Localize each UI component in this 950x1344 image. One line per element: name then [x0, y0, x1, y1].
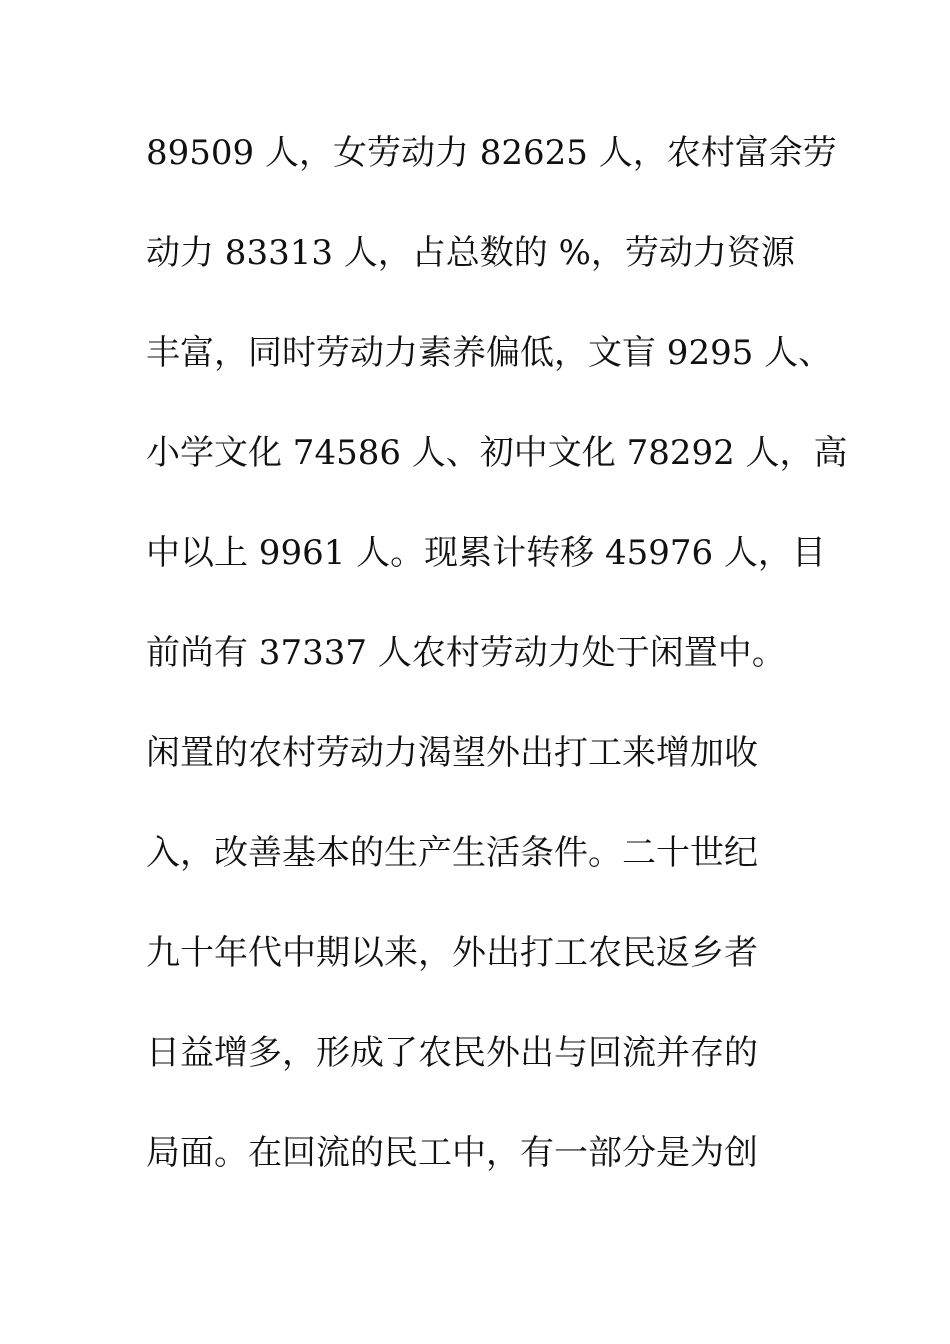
text-line-4: 小学文化 74586 人、初中文化 78292 人，高	[146, 433, 848, 473]
text-line-2: 动力 83313 人，占总数的 %，劳动力资源	[146, 233, 795, 273]
text-line-10: 日益增多，形成了农民外出与回流并存的	[146, 1033, 758, 1073]
text-line-8: 入，改善基本的生产生活条件。二十世纪	[146, 833, 758, 873]
text-line-11: 局面。在回流的民工中，有一部分是为创	[146, 1133, 758, 1173]
text-line-6: 前尚有 37337 人农村劳动力处于闲置中。	[146, 633, 786, 673]
text-line-7: 闲置的农村劳动力渴望外出打工来增加收	[146, 733, 758, 773]
text-line-9: 九十年代中期以来，外出打工农民返乡者	[146, 933, 758, 973]
text-line-5: 中以上 9961 人。现累计转移 45976 人，目	[146, 533, 826, 573]
body-text	[146, 128, 848, 1228]
text-line-3: 丰富，同时劳动力素养偏低，文盲 9295 人、	[146, 333, 833, 373]
text-line-1: 89509 人，女劳动力 82625 人，农村富余劳	[146, 133, 837, 173]
